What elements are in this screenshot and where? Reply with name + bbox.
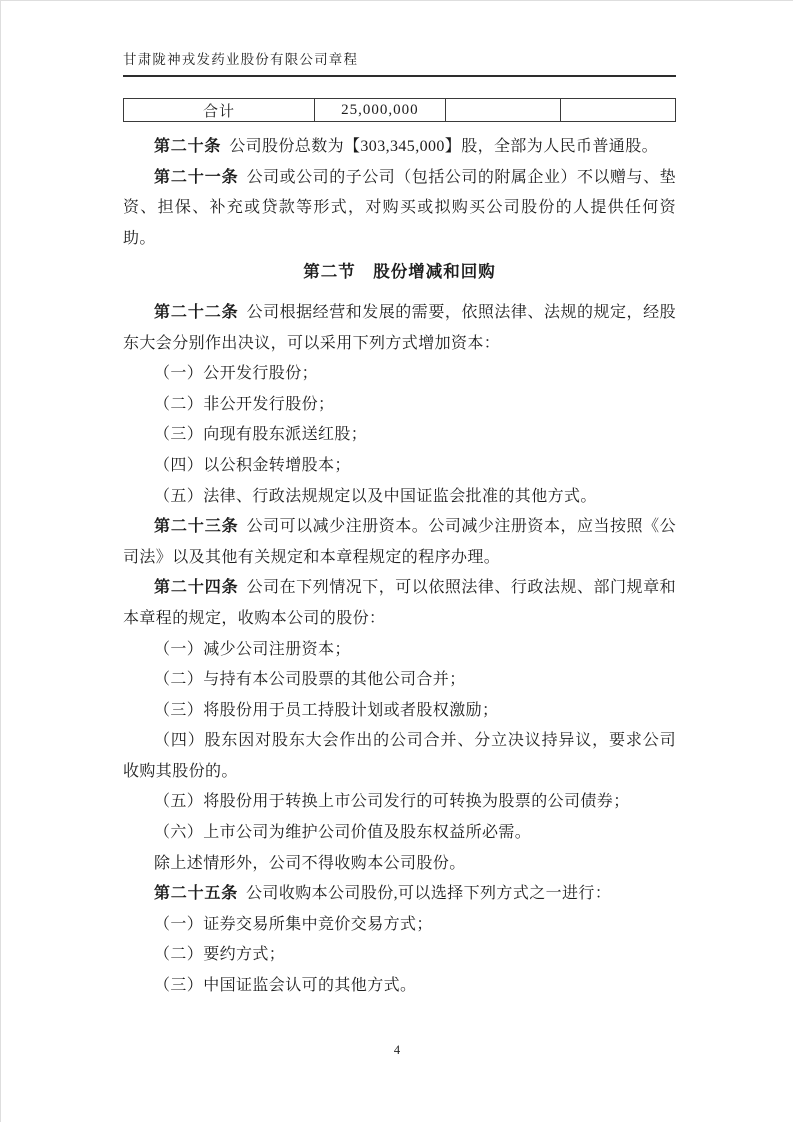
list-item-paragraph: （四）以公积金转增股本； bbox=[154, 456, 351, 474]
article-paragraph: 第二十三条 公司可以减少注册资本。公司减少注册资本，应当按照《公司法》以及其他有关规定和本章程规定的程序办理。 bbox=[123, 518, 676, 566]
list-item-paragraph: （五）法律、行政法规规定以及中国证监会批准的其他方式。 bbox=[154, 487, 597, 505]
page-content bbox=[123, 51, 676, 1002]
list-item-paragraph: （三）中国证监会认可的其他方式。 bbox=[154, 977, 417, 995]
section-heading: 第二节 股份增减和回购 bbox=[303, 262, 496, 282]
article-paragraph: 第二十条 公司股份总数为【303,345,000】股，全部为人民币普通股。 bbox=[154, 138, 659, 155]
article-number: 第二十四条 bbox=[154, 579, 239, 597]
article-number: 第二十五条 bbox=[154, 885, 239, 903]
list-item-paragraph: （一）公开发行股份； bbox=[154, 365, 319, 383]
list-item-paragraph: （三）将股份用于员工持股计划或者股权激励； bbox=[154, 701, 499, 719]
list-item-paragraph: （五）将股份用于转换上市公司发行的可转换为股票的公司债券； bbox=[154, 793, 630, 811]
list-item-paragraph: （六）上市公司为维护公司价值及股东权益所必需。 bbox=[154, 824, 532, 842]
page-number: 4 bbox=[393, 1043, 401, 1057]
article-paragraph: 第二十五条 公司收购本公司股份,可以选择下列方式之一进行： bbox=[154, 885, 612, 903]
plain-paragraph: 除上述情形外，公司不得收购本公司股份。 bbox=[154, 854, 466, 872]
article-number: 第二十二条 bbox=[154, 303, 239, 321]
article-number: 第二十一条 bbox=[154, 168, 239, 186]
list-item-paragraph: （二）非公开发行股份； bbox=[154, 395, 335, 413]
list-item-paragraph: （二）要约方式； bbox=[154, 946, 286, 964]
article-number: 第二十条 bbox=[154, 138, 222, 155]
table-cell bbox=[560, 99, 675, 122]
document-header-title: 甘肃陇神戎发药业股份有限公司章程 bbox=[123, 51, 676, 77]
list-item-paragraph: （一）证券交易所集中竞价交易方式； bbox=[154, 915, 433, 933]
table-cell bbox=[445, 99, 560, 122]
list-item-paragraph: （一）减少公司注册资本； bbox=[154, 640, 351, 658]
article-paragraph: 第二十一条 公司或公司的子公司（包括公司的附属企业）不以赠与、垫资、担保、补充或贷款等形式，对购买或拟购买公司股份的人提供任何资助。 bbox=[123, 168, 676, 247]
table-cell: 25,000,000 bbox=[314, 99, 445, 122]
list-item-paragraph: （三）向现有股东派送红股； bbox=[154, 426, 368, 444]
list-item-paragraph: （二）与持有本公司股票的其他公司合并； bbox=[154, 671, 466, 689]
article-number: 第二十三条 bbox=[154, 518, 239, 536]
table-body bbox=[124, 99, 676, 122]
share-summary-table bbox=[123, 98, 676, 122]
table-cell: 合计 bbox=[124, 99, 315, 122]
article-paragraph: 第二十二条 公司根据经营和发展的需要，依照法律、法规的规定，经股东大会分别作出决议，可以采用下列方式增加资本： bbox=[123, 303, 676, 352]
list-item-paragraph: （四）股东因对股东大会作出的公司合并、分立决议持异议，要求公司收购其股份的。 bbox=[123, 732, 676, 780]
charter-articles bbox=[123, 132, 676, 1002]
table-row bbox=[124, 99, 676, 122]
article-paragraph: 第二十四条 公司在下列情况下，可以依照法律、行政法规、部门规章和本章程的规定，收购本公司的股份： bbox=[123, 579, 676, 627]
